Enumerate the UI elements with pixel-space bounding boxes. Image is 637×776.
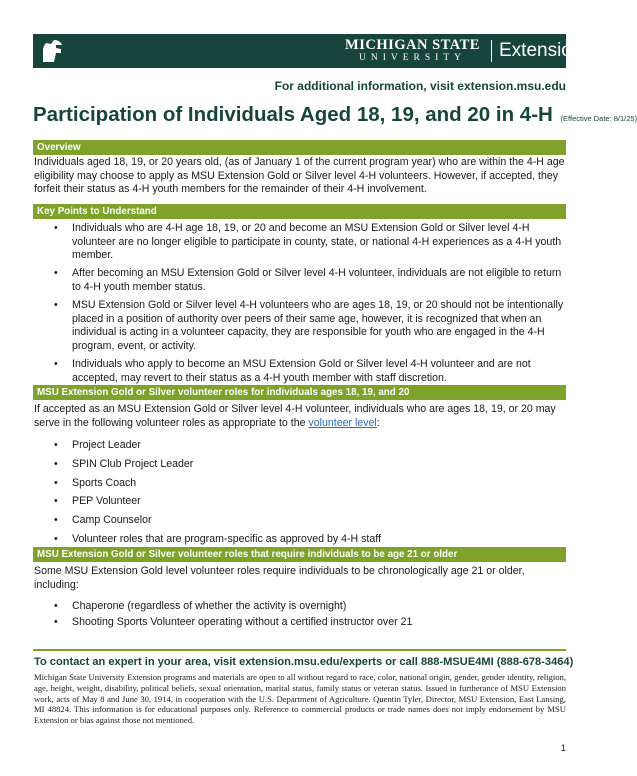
page-title: [33, 103, 637, 127]
list-item: • Individuals who are 4-H age 18, 19, or 20 and become an MSU Extension Gold or Silver level 4-H volunteer are no longer eligible to participate in county, state, or national 4-H experiences as a 4-H youth member.: [34, 222, 566, 263]
list-item: • Project Leader: [34, 439, 566, 453]
roles-intro-text: If accepted as an MSU Extension Gold or Silver level 4-H volunteer, individuals who are ages 18, 19, or 20 may serve in the following volunteer roles as appropriate to the: [34, 403, 556, 429]
volunteer-level-link[interactable]: volunteer level: [308, 416, 377, 429]
roles-list: [34, 439, 566, 552]
age21-intro: Some MSU Extension Gold level volunteer roles require individuals to be chronologically age 21 or older, including:: [34, 565, 525, 591]
list-item: • Sports Coach: [34, 477, 566, 491]
banner-divider: [491, 40, 492, 62]
spartan-helmet-icon: [37, 37, 65, 65]
section-age21-heading: MSU Extension Gold or Silver volunteer roles that require individuals to be age 21 or older: [33, 547, 566, 562]
roles-intro-end: :: [376, 416, 380, 429]
extension-wordmark: Extension: [499, 40, 583, 61]
footer-divider: [33, 649, 566, 651]
info-line: For additional information, visit extension.msu.edu: [274, 79, 566, 93]
effective-date: (Effective Date: 8/1/25): [560, 114, 637, 123]
list-item: • MSU Extension Gold or Silver level 4-H volunteers who are ages 18, 19, or 20 should not be intentionally placed in a position of authority over peers of their same age, however, it is recognized that when an individual is acting in a volunteer capacity, they are responsible for youth who are engaged in the 4-H program, event, or activity.: [34, 299, 566, 353]
roles-intro: [34, 403, 566, 430]
list-item: • SPIN Club Project Leader: [34, 458, 566, 472]
university-name-line2: UNIVERSITY: [359, 53, 466, 63]
list-item: • Shooting Sports Volunteer operating without a certified instructor over 21: [34, 616, 566, 630]
list-item: • PEP Volunteer: [34, 495, 566, 509]
msu-wordmark: [340, 38, 485, 64]
title-text: Participation of Individuals Aged 18, 19, and 20 in 4-H: [33, 103, 553, 126]
list-item: • Camp Counselor: [34, 514, 566, 528]
section-overview-heading: Overview: [33, 140, 566, 155]
list-item: • Volunteer roles that are program-specific as approved by 4-H staff: [34, 533, 566, 547]
key-points-list: [34, 222, 566, 390]
list-item: • Chaperone (regardless of whether the activity is overnight): [34, 600, 566, 614]
university-name-line1: MICHIGAN STATE: [345, 37, 480, 53]
contact-line: To contact an expert in your area, visit extension.msu.edu/experts or call 888-MSUE4MI (888-678-3464): [34, 656, 574, 668]
disclaimer: Michigan State University Extension programs and materials are open to all without regard to race, color, national origin, gender, gender identity, religion, age, height, weight, disability, political beliefs, sexual orientation, marital status, family status or veteran status. Issued in furtherance of MSU Extension work, acts of May 8 and June 30, 1914, in cooperation with the U.S. Department of Agriculture. Quentin Tyler, Director, MSU Extension, East Lansing, MI 48824. This information is for educational purposes only. Reference to commercial products or trade names does not imply endorsement by MSU Extension or bias against those not mentioned.: [34, 672, 566, 726]
list-item: • Individuals who apply to become an MSU Extension Gold or Silver level 4-H volunteer and are not accepted, may revert to their status as a 4-H youth member with staff discretion.: [34, 358, 566, 385]
list-item: • After becoming an MSU Extension Gold or Silver level 4-H volunteer, individuals are not eligible to return to 4-H youth member status.: [34, 267, 566, 294]
section-roles-heading: MSU Extension Gold or Silver volunteer roles for individuals ages 18, 19, and 20: [33, 385, 566, 400]
header-banner: [33, 34, 583, 68]
age21-list: [34, 600, 566, 632]
page-number: 1: [560, 743, 566, 754]
section-key-points-heading: Key Points to Understand: [33, 204, 566, 219]
overview-text: Individuals aged 18, 19, or 20 years old, (as of January 1 of the current program year) who are within the 4-H age eligibility may choose to apply as MSU Extension Gold or Silver level 4-H volunteers. However, if accepted, they forfeit their status as 4-H youth members for the remainder of their 4-H involvement.: [34, 156, 565, 196]
